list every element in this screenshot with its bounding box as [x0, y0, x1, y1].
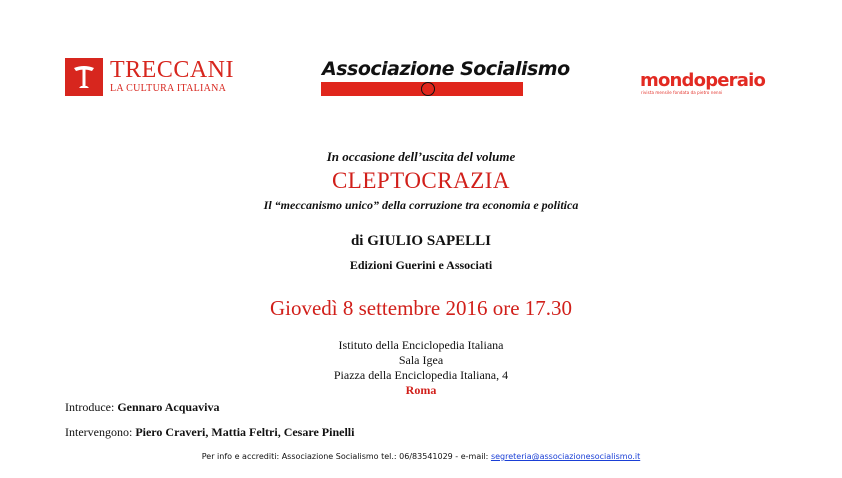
associazione-logo-name: Associazione Socialismo: [322, 58, 570, 80]
speakers-line: [65, 425, 354, 439]
intro-name: Gennaro Acquaviva: [117, 400, 220, 414]
book-author: di GIULIO SAPELLI: [350, 233, 492, 249]
treccani-t-icon: [65, 58, 103, 96]
info-line: [0, 451, 842, 462]
venue-room: Sala Igea: [398, 353, 444, 367]
treccani-logo-name: TRECCANI: [110, 57, 234, 83]
occasion-line: In occasione dell’uscita del volume: [326, 149, 516, 164]
treccani-logo-mark: [65, 58, 103, 96]
venue-city: Roma: [405, 383, 437, 397]
intro-label: Introduce:: [65, 400, 115, 414]
venue-address: Piazza della Enciclopedia Italiana, 4: [333, 368, 509, 382]
venue-block: [0, 338, 842, 398]
event-datetime: Giovedì 8 settembre 2016 ore 17.30: [269, 296, 573, 320]
mondoperaio-logo-tagline: rivista mensile fondata da pietro nenni: [641, 90, 723, 95]
info-text: Per info e accrediti: Associazione Socialismo tel.: 06/83541029 - e-mail:: [201, 452, 489, 461]
mondoperaio-logo-name: mondoperaio: [640, 70, 766, 91]
book-subtitle: Il “meccanismo unico” della corruzione tra economia e politica: [263, 198, 579, 212]
book-title: CLEPTOCRAZIA: [331, 168, 511, 193]
email-link[interactable]: segreteria@associazionesocialismo.it: [490, 452, 641, 461]
venue-institute: Istituto della Enciclopedia Italiana: [338, 338, 504, 352]
associazione-logo-circle: [421, 82, 435, 96]
speakers-label: Intervengono:: [65, 425, 133, 439]
intro-line: [65, 400, 219, 414]
treccani-logo-tagline: LA CULTURA ITALIANA: [110, 83, 227, 94]
book-publisher: Edizioni Guerini e Associati: [349, 258, 493, 272]
speakers-names: Piero Craveri, Mattia Feltri, Cesare Pinelli: [135, 425, 355, 439]
